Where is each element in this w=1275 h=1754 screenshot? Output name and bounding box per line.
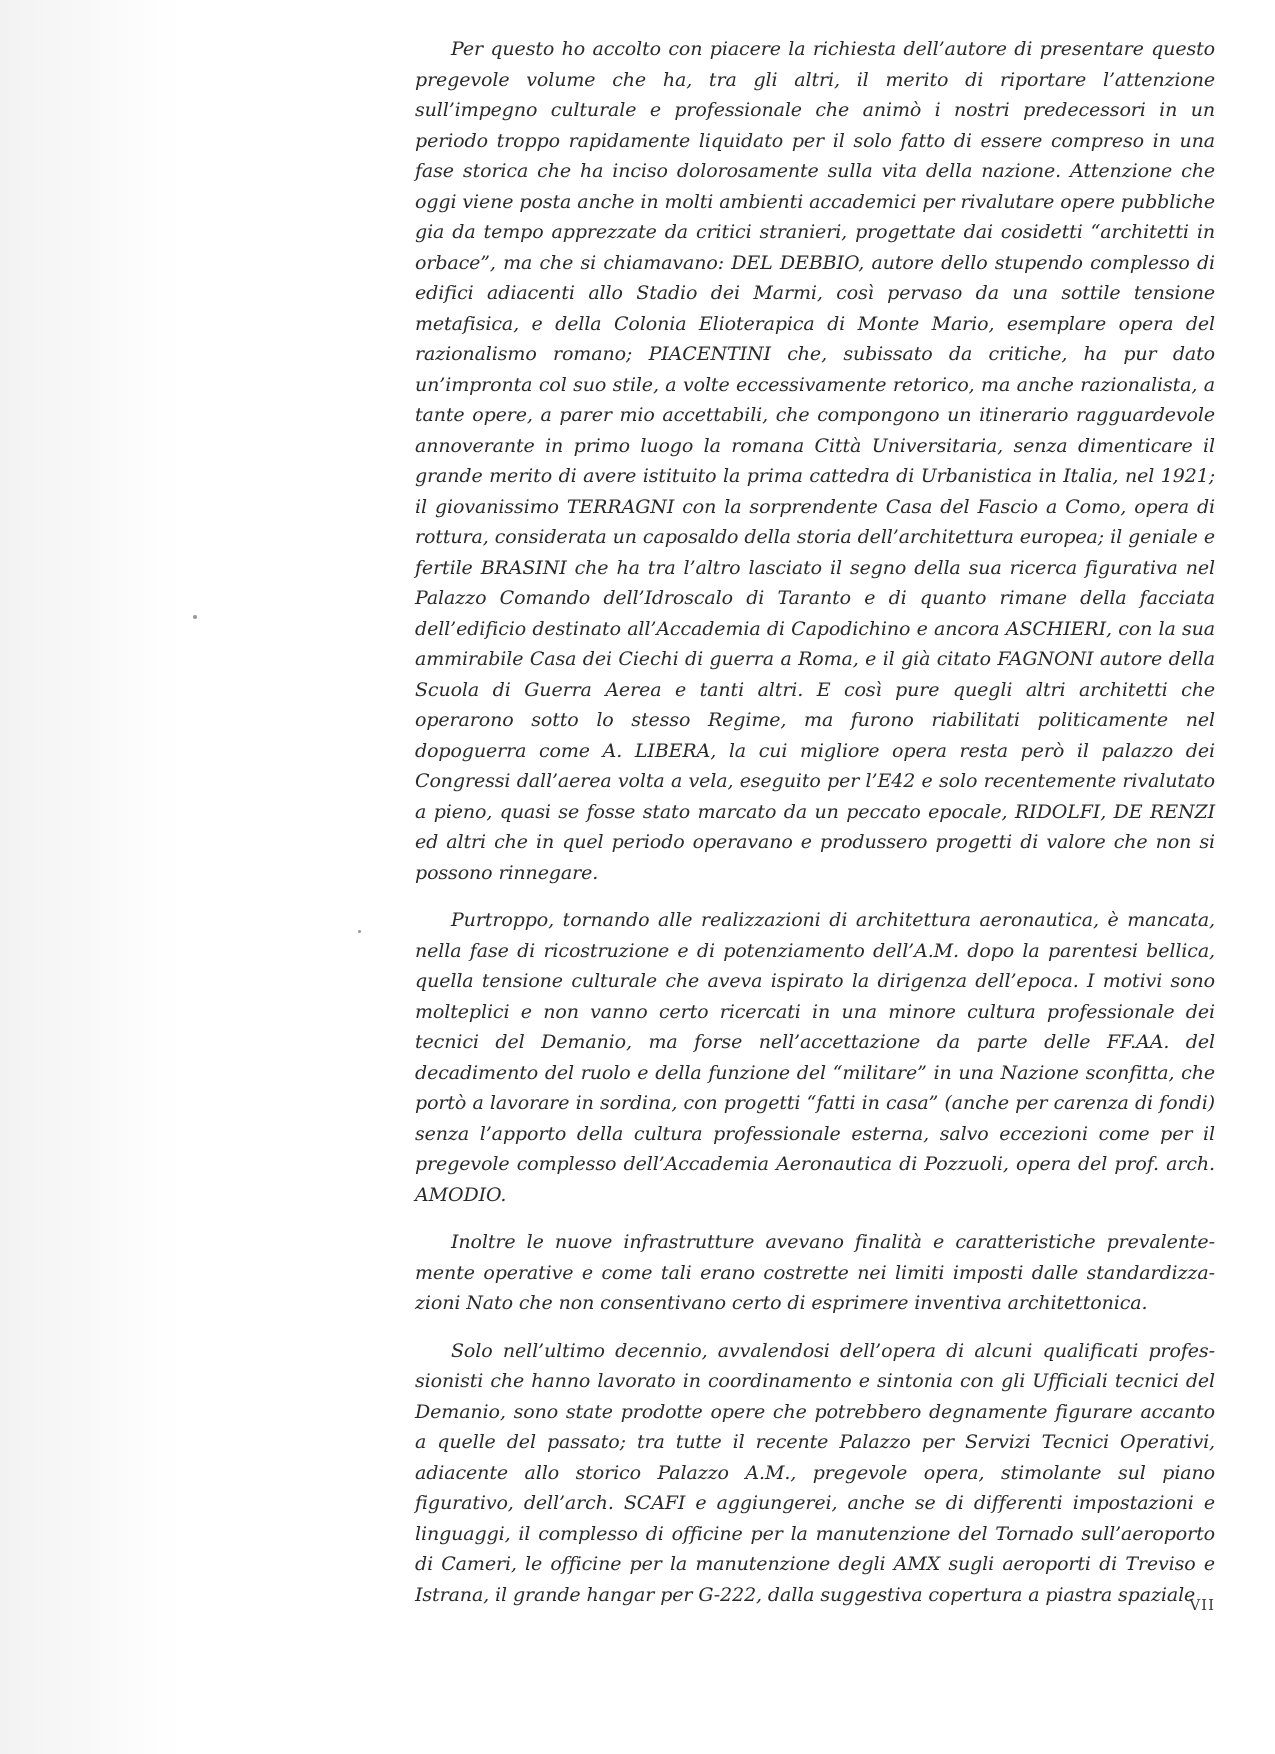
body-text (415, 34, 1215, 1627)
scan-speck (358, 930, 361, 933)
paragraph-2: Purtroppo, tornando alle realizzazioni di architettura aeronautica, è mancata, nella fase di ricostruzione e di potenziamento dell’A.M. dopo la parentesi bellica, quella tensione culturale che aveva ispirato la dirigenza dell’epoca. I motivi sono molteplici e non vanno certo ricercati in una minore cultura professionale dei tecnici del Demanio, ma forse nell’accettazione da parte delle FF.AA. del decadimento del ruolo e della funzione del “militare” in una Nazione sconfitta, che portò a lavorare in sordina, con progetti “fatti in casa” (anche per carenza di fondi) senza l’apporto della cultura professionale esterna, salvo eccezioni come per il pregevole complesso dell’Accademia Aeronautica di Pozzuoli, opera del prof. arch. AMODIO. (415, 909, 1215, 1206)
paragraph-1: Per questo ho accolto con piacere la richiesta dell’autore di presentare questo pregevole volume che ha, tra gli altri, il merito di riportare l’attenzione sull’impegno culturale e professionale che animò i nostri predecessori in un periodo troppo rapidamente liquidato per il solo fatto di essere compreso in una fase storica che ha inciso dolorosamente sulla vita della nazione. Attenzione che oggi viene posta anche in molti ambienti accademici per rivalutare opere pubbliche gia da tempo apprezzate da critici stranieri, progettate dai cosidetti “architetti in orbace”, ma che si chiamavano: DEL DEBBIO, autore dello stupendo complesso di edifici adiacenti allo Stadio dei Marmi, così pervaso da una sottile tensione metafisica, e della Colonia Elioterapica di Monte Mario, esemplare opera del razionalismo romano; PIACENTINI che, subissato da critiche, ha pur dato un’impronta col suo stile, a volte eccessivamente retorico, ma anche razionalista, a tante opere, a parer mio accettabili, che compongono un itinerario ragguardevole annoverante in primo luogo la romana Città Universitaria, senza dimenticare il grande merito di avere istituito la prima cattedra di Urbanistica in Italia, nel 1921; il giovanissimo TERRAGNI con la sorprendente Casa del Fascio a Como, opera di rottura, considerata un caposaldo della storia dell’architettura europea; il geniale e fertile BRASINI che ha tra l’altro lasciato il segno della sua ricerca figurativa nel Palazzo Comando dell’Idroscalo di Taranto e di quanto rimane della facciata dell’edificio destinato all’Accademia di Capodichino e ancora ASCHIERI, con la sua ammirabile Casa dei Ciechi di guerra a Roma, e il già citato FAGNONI autore della Scuola di Guerra Aerea e tanti altri. E così pure quegli altri architetti che operarono sotto lo stesso Regime, ma furono riabilitati politicamente nel dopoguerra come A. LIBERA, la cui migliore opera resta però il palazzo dei Congressi dall’aerea volta a vela, eseguito per l’E42 e solo recentemente rivalutato a pieno, quasi se fosse stato marcato da un peccato epocale, RIDOLFI, DE RENZI ed altri che in quel periodo operavano e produssero progetti di valore che non si possono rinnegare. (415, 38, 1215, 884)
binding-gutter-shadow (0, 0, 180, 1754)
paragraph-4: Solo nell’ultimo decennio, avvalendosi dell’opera di alcuni qualificati professionisti che hanno lavorato in coordinamento e sintonia con gli Ufficiali tecnici del Demanio, sono state prodotte opere che potrebbero degnamente figurare accanto a quelle del passato; tra tutte il recente Palazzo per Servizi Tecnici Operativi, adiacente allo storico Palazzo A.M., pregevole opera, stimolante sul piano figurativo, dell’arch. SCAFI e aggiungerei, anche se di differenti impostazioni e linguaggi, il complesso di officine per la manutenzione del Tornado sull’aeroporto di Cameri, le officine per la manutenzione degli AMX sugli aeroporti di Treviso e Istrana, il grande hangar per G-222, dalla suggestiva copertura a piastra spaziale (415, 1339, 1215, 1606)
scan-speck (193, 615, 197, 619)
page-number: VII (1189, 1596, 1215, 1614)
paragraph-3: Inoltre le nuove infrastrutture avevano finalità e caratteristiche prevalentemente operative e come tali erano costrette nei limiti imposti dalle standardizzazioni Nato che non consentivano certo di esprimere inventiva architettonica. (415, 1231, 1215, 1314)
